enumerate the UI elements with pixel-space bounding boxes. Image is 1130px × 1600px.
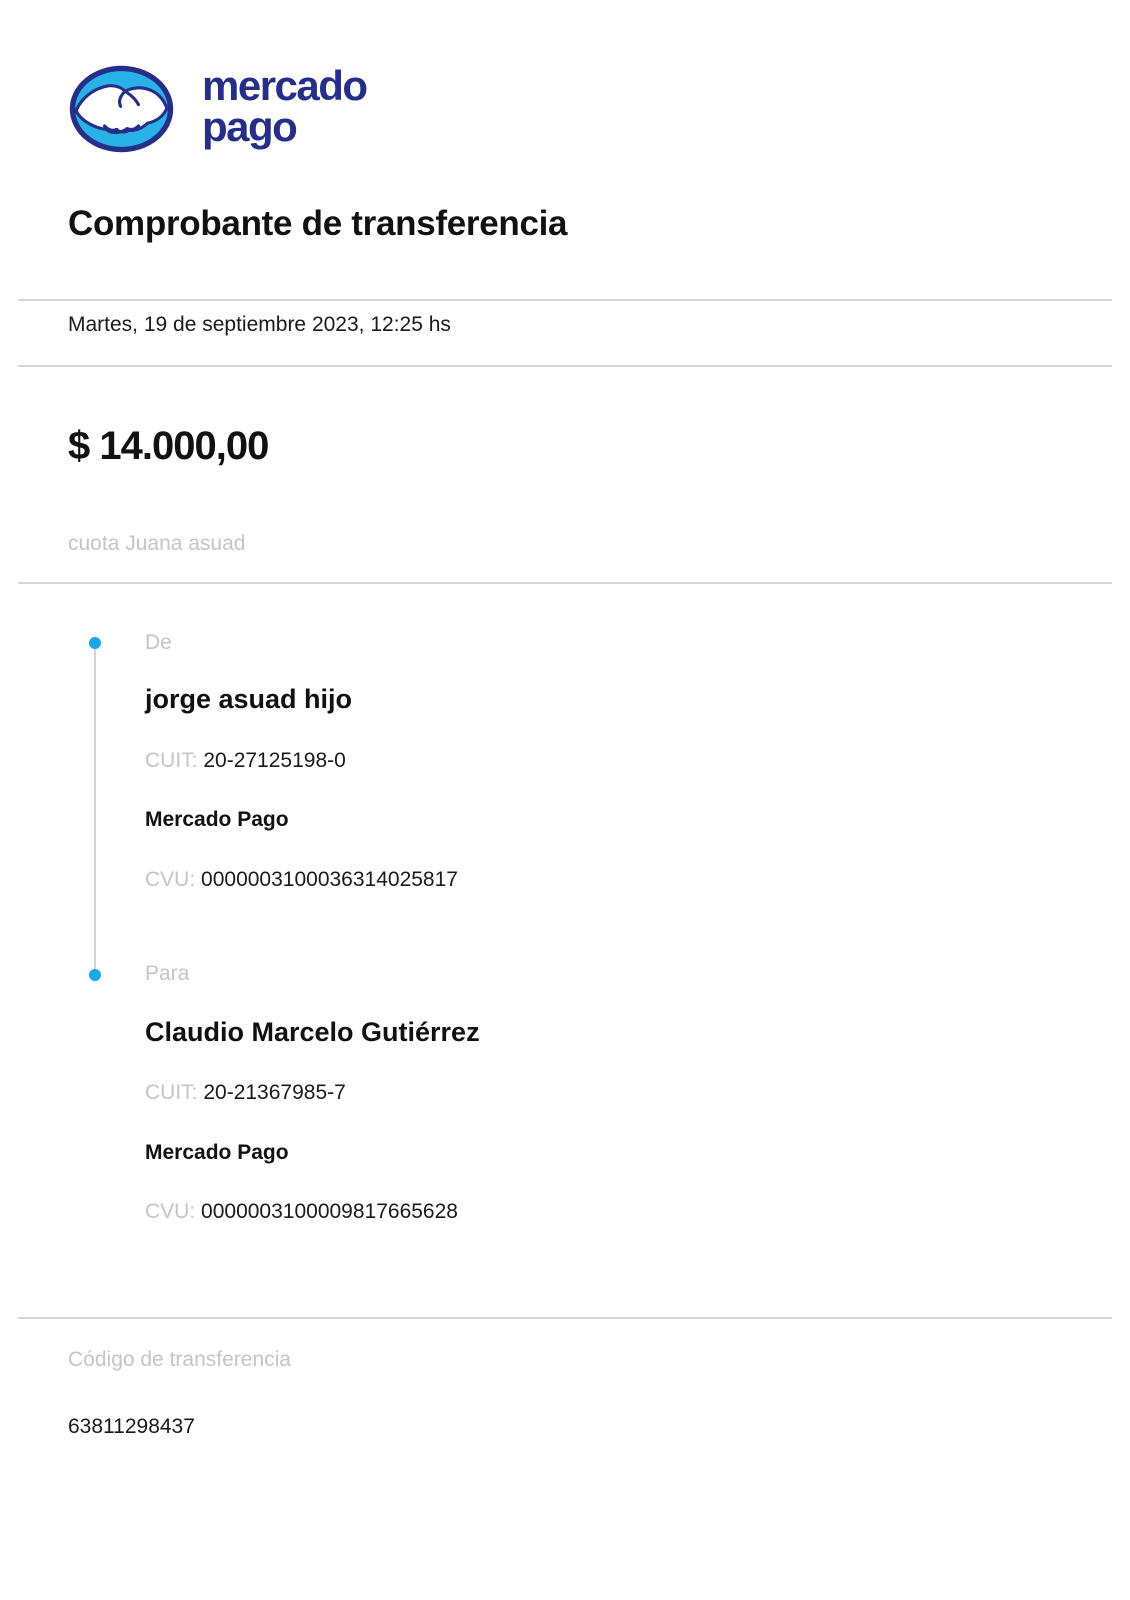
- timeline-dot-sender: [89, 637, 101, 649]
- transfer-amount: $ 14.000,00: [68, 424, 269, 468]
- receipt-title: Comprobante de transferencia: [68, 204, 568, 243]
- sender-cuit-label: CUIT:: [145, 749, 198, 772]
- transfer-datetime: Martes, 19 de septiembre 2023, 12:25 hs: [68, 313, 451, 336]
- recipient-cvu-value: 0000003100009817665628: [201, 1200, 458, 1223]
- timeline-rail: [94, 643, 96, 975]
- transfer-concept: cuota Juana asuad: [68, 532, 246, 555]
- recipient-cuit-label: CUIT:: [145, 1081, 198, 1104]
- timeline-dot-recipient: [89, 969, 101, 981]
- divider: [18, 299, 1112, 301]
- sender-cvu-value: 0000003100036314025817: [201, 868, 458, 891]
- divider: [18, 1317, 1112, 1319]
- wordmark-line-1: mercado: [202, 62, 367, 109]
- recipient-name: Claudio Marcelo Gutiérrez: [145, 1017, 480, 1047]
- sender-cvu-row: [145, 867, 458, 893]
- sender-cuit-row: [145, 748, 346, 774]
- sender-entity: Mercado Pago: [145, 808, 289, 831]
- divider: [18, 582, 1112, 584]
- recipient-section-label: Para: [145, 962, 190, 985]
- mercado-pago-wordmark: [202, 62, 367, 150]
- sender-name: jorge asuad hijo: [145, 684, 353, 714]
- sender-section-label: De: [145, 631, 172, 654]
- recipient-entity: Mercado Pago: [145, 1141, 289, 1164]
- handshake-icon: [68, 64, 175, 154]
- divider: [18, 365, 1112, 367]
- recipient-cuit-value: 20-21367985-7: [203, 1081, 346, 1104]
- transfer-code-value: 63811298437: [68, 1415, 195, 1438]
- sender-cuit-value: 20-27125198-0: [203, 749, 346, 772]
- recipient-cuit-row: [145, 1080, 346, 1106]
- recipient-cvu-label: CVU:: [145, 1200, 196, 1223]
- sender-cvu-label: CVU:: [145, 868, 196, 891]
- wordmark-line-2: pago: [202, 103, 297, 150]
- recipient-cvu-row: [145, 1199, 458, 1225]
- transfer-code-label: Código de transferencia: [68, 1348, 291, 1371]
- mercado-pago-logo: [68, 64, 367, 154]
